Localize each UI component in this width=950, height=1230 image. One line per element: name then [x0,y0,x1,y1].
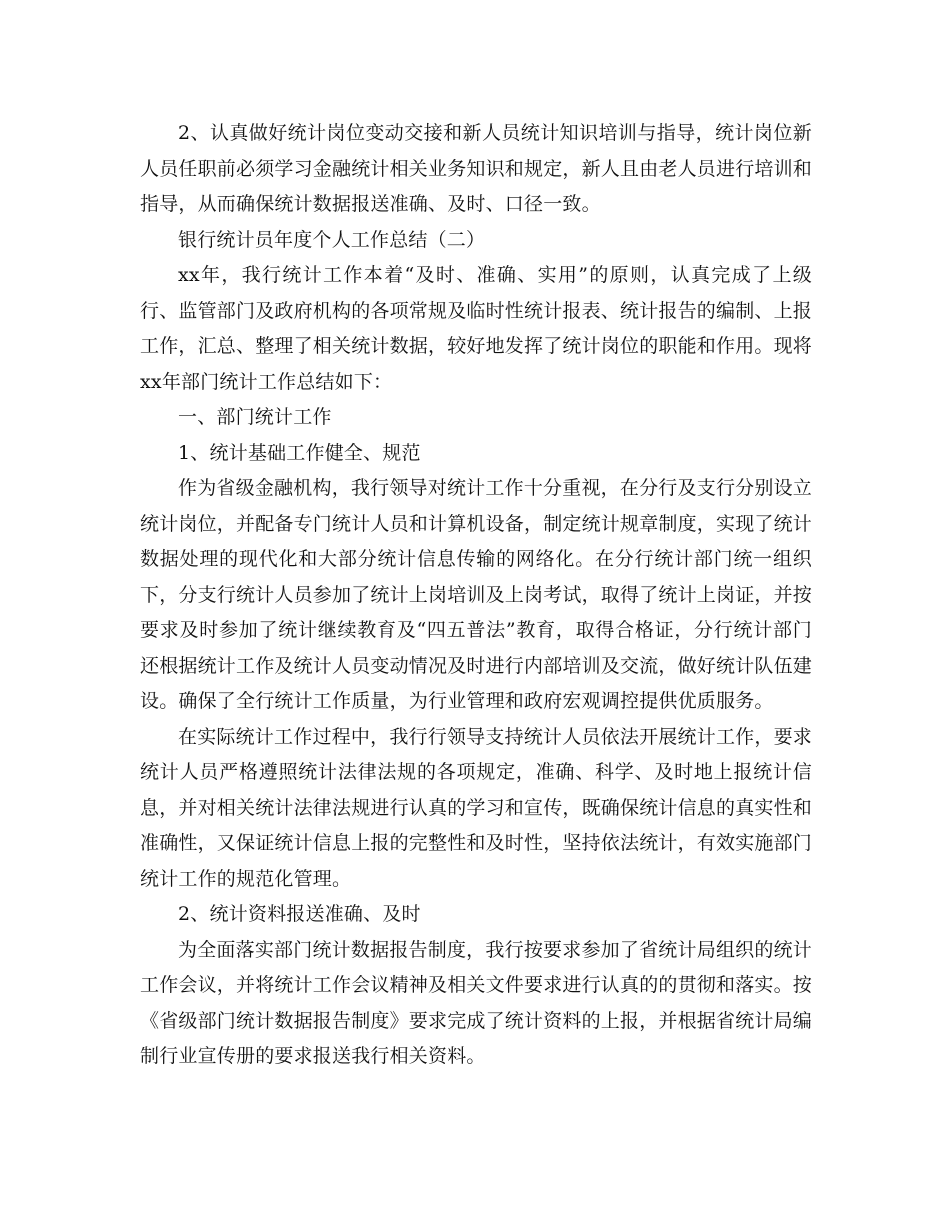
subheading-basic-work: 1、统计基础工作健全、规范 [178,441,421,464]
section-title: 银行统计员年度个人工作总结（二） [178,228,486,251]
document-body [140,116,812,1075]
paragraph-basic-work: 作为省级金融机构，我行领导对统计工作十分重视，在分行及支行分别设立统计岗位，并配备专门统计人员和计算机设备，制定统计规章制度，实现了统计数据处理的现代化和大部分统计信息传输的网络化。在分行统计部门统一组织下，分支行统计人员参加了统计上岗培训及上岗考试，取得了统计上岗证，并按要求及时参加了统计继续教育及“四五普法”教育，取得合格证，分行统计部门还根据统计工作及统计人员变动情况及时进行内部培训及交流，做好统计队伍建设。确保了全行统计工作质量，为行业管理和政府宏观调控提供优质服务。 [140,477,813,712]
paragraph-annual-intro: xx年，我行统计工作本着“及时、准确、实用”的原则，认真完成了上级行、监管部门及政府机构的各项常规及临时性统计报表、统计报告的编制、上报工作，汇总、整理了相关统计数据，较好地发挥了统计岗位的职能和作用。现将xx年部门统计工作总结如下： [140,264,813,393]
paragraph-lawful-stats: 在实际统计工作过程中，我行行领导支持统计人员依法开展统计工作，要求统计人员严格遵照统计法律法规的各项规定，准确、科学、及时地上报统计信息，并对相关统计法律法规进行认真的学习和宣传，既确保统计信息的真实性和准确性，又保证统计信息上报的完整性和及时性，坚持依法统计，有效实施部门统计工作的规范化管理。 [140,725,813,890]
section-heading-dept-stats: 一、部门统计工作 [178,406,332,428]
subheading-data-reporting: 2、统计资料报送准确、及时 [178,903,421,925]
paragraph-data-reporting: 为全面落实部门统计数据报告制度，我行按要求参加了省统计局组织的统计工作会议，并将统计工作会议精神及相关文件要求进行认真的的贯彻和落实。按《省级部门统计数据报告制度》要求完成了统计资料的上报，并根据省统计局编制行业宣传册的要求报送我行相关资料。 [140,938,813,1067]
paragraph-handover-training: 2、认真做好统计岗位变动交接和新人员统计知识培训与指导，统计岗位新人员任职前必须学习金融统计相关业务知识和规定，新人且由老人员进行培训和指导，从而确保统计数据报送准确、及时、口径一致。 [140,122,813,215]
